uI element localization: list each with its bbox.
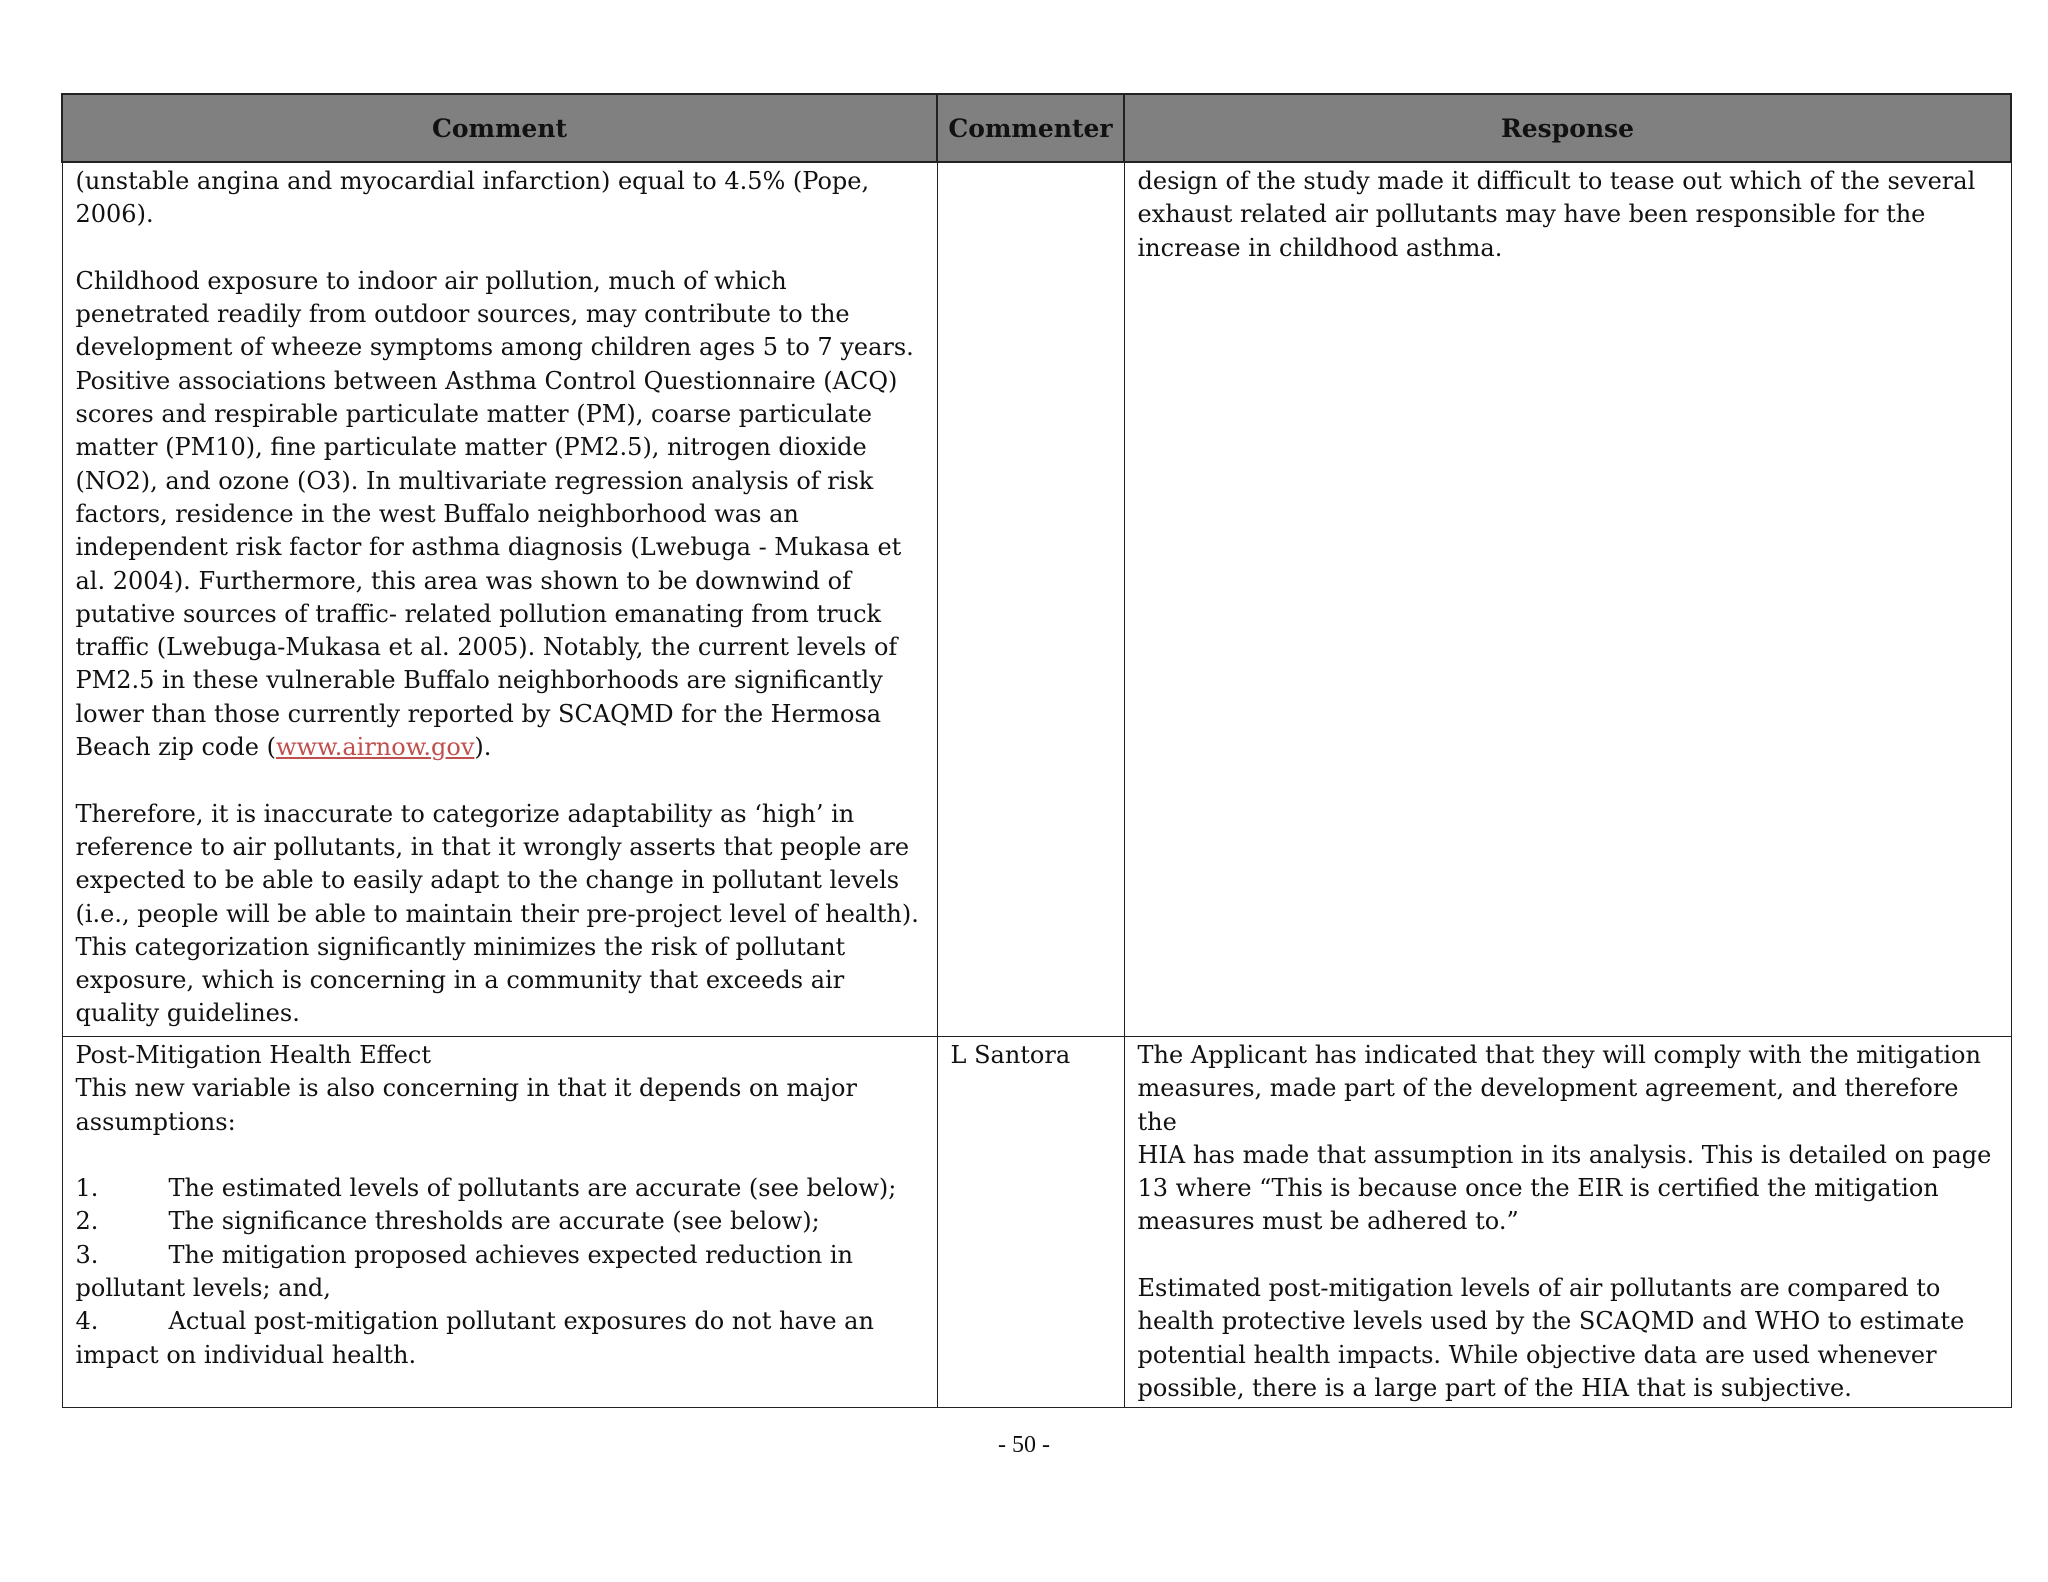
comment-response-table: [61, 93, 2012, 1408]
list-item: [76, 1239, 924, 1306]
list-number: 3.: [75, 1240, 99, 1269]
response-paragraph: Estimated post-mitigation levels of air pollutants are compared to health protective levels used by the SCAQMD and WHO to estimate potential health impacts. While objective data are used whenever possible, there is a large part of the HIA that is subjective.: [1137, 1274, 1965, 1402]
comment-paragraph: Therefore, it is inaccurate to categorize adaptability as ‘high’ in reference to air pollutants, in that it wrongly asserts that people are expected to be able to easily adapt to the change in pollutant levels (i.e., people will be able to maintain their pre-project level of health). This categorization significantly minimizes the risk of pollutant exposure, which is concerning in a community that exceeds air quality guidelines.: [75, 799, 919, 1028]
list-text: The mitigation proposed achieves expected reduction in pollutant levels; and,: [75, 1240, 853, 1303]
comment-paragraph: (unstable angina and myocardial infarction) equal to 4.5% (Pope, 2006).: [75, 167, 870, 229]
list-number: 1.: [75, 1174, 99, 1203]
response-cell: [1124, 1037, 2011, 1408]
page-number: - 50 -: [998, 1432, 1050, 1458]
list-item: [76, 1305, 924, 1372]
table-row: [62, 162, 2011, 1037]
header-response: Response: [1124, 94, 2011, 162]
list-item: [76, 1172, 924, 1205]
commenter-cell: [937, 162, 1124, 1037]
list-text: The estimated levels of pollutants are accurate (see below);: [168, 1174, 897, 1203]
response-cell: [1124, 162, 2011, 1037]
comment-text: Childhood exposure to indoor air pollution, much of which penetrated readily from outdoor sources, may contribute to the development of wheeze symptoms among children ages 5 to 7 years. Positive associations between Asthma Control Questionnaire (ACQ) scores and respirable particulate matter (PM), coarse particulate matter (PM10), fine particulate matter (PM2.5), nitrogen dioxide (NO2), and ozone (O3). In multivariate regression analysis of risk factors, residence in the west Buffalo neighborhood was an independent risk factor for asthma diagnosis (Lwebuga - Mukasa et al. 2004). Furthermore, this area was shown to be downwind of putative sources of traffic- related pollution emanating from truck traffic (Lwebuga-Mukasa et al. 2005). Notably, the current levels of PM2.5 in these vulnerable Buffalo neighborhoods are significantly lower than those currently reported by SCAQMD for the Hermosa Beach zip code (: [75, 266, 914, 762]
comment-paragraph: This new variable is also concerning in that it depends on major assumptions:: [75, 1074, 857, 1136]
comment-cell: [62, 1037, 937, 1408]
header-commenter: Commenter: [937, 94, 1124, 162]
header-comment: Comment: [62, 94, 937, 162]
comment-cell: [62, 162, 937, 1037]
table-body: [62, 162, 2011, 1408]
list-text: Actual post-mitigation pollutant exposures do not have an impact on individual health.: [75, 1307, 874, 1369]
list-number: 4.: [75, 1307, 99, 1336]
list-item: [76, 1205, 924, 1238]
comment-paragraph: [76, 265, 924, 764]
list-number: 2.: [75, 1207, 99, 1236]
table-header: [62, 94, 2011, 162]
header-row: [62, 94, 2011, 162]
response-paragraph: The Applicant has indicated that they will comply with the mitigation measures, made part of the development agreement, and therefore the HIA has made that assumption in its analysis. This is detailed on page 13 where “This is because once the EIR is certified the mitigation measures must be adhered to.”: [1137, 1041, 1992, 1236]
comment-text: ).: [474, 733, 492, 762]
table-row: [62, 1037, 2011, 1408]
commenter-cell: L Santora: [937, 1037, 1124, 1408]
assumption-list: [76, 1172, 924, 1372]
comment-heading: Post-Mitigation Health Effect: [75, 1041, 431, 1069]
airnow-link[interactable]: www.airnow.gov: [275, 733, 475, 762]
list-text: The significance thresholds are accurate (see below);: [168, 1207, 820, 1236]
response-paragraph: design of the study made it difficult to tease out which of the several exhaust related air pollutants may have been responsible for the increase in childhood asthma.: [1137, 167, 1976, 262]
